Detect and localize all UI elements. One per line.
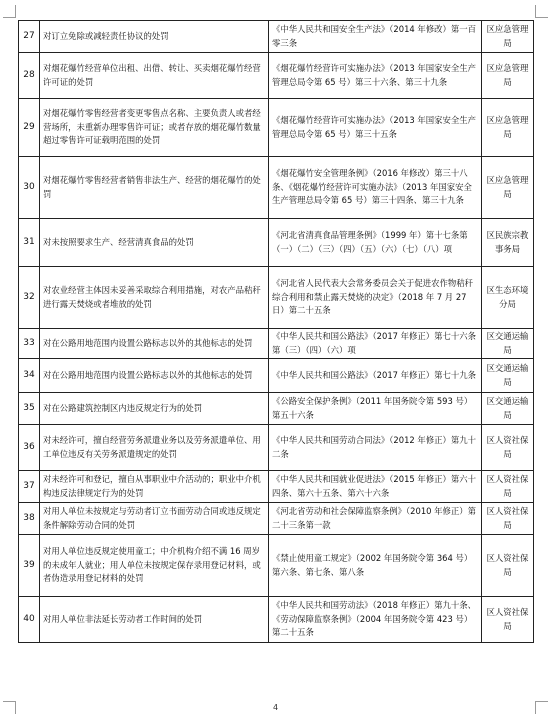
table-row	[19, 393, 534, 425]
row-number: 30	[19, 157, 40, 219]
row-number: 29	[19, 99, 40, 157]
page-number: 4	[272, 703, 279, 712]
table-row	[19, 535, 534, 597]
table-row	[19, 157, 534, 219]
penalty-item: 对用人单位非法延长劳动者工作时间的处罚	[40, 597, 269, 643]
legal-basis: 《中华人民共和国劳动合同法》（2012 年修正）第九十二条	[269, 425, 482, 471]
legal-basis: 《中华人民共和国就业促进法》（2015 年修正）第六十四条、第六十五条、第六十六条	[269, 471, 482, 503]
responsible-department: 区应急管理局	[482, 21, 534, 53]
legal-basis: 《烟花爆竹经营许可实施办法》（2013 年国家安全生产管理总局令第 65 号）第三十五条	[269, 99, 482, 157]
penalty-item: 对烟花爆竹零售经营者变更零售点名称、主要负责人或者经营场所，未重新办理零售许可证；或者存放的烟花爆竹数量超过零售许可证载明范围的处罚	[40, 99, 269, 157]
penalty-item: 对未按照要求生产、经营清真食品的处罚	[40, 219, 269, 267]
responsible-department: 区人资社保局	[482, 597, 534, 643]
responsible-department: 区交通运输局	[482, 359, 534, 393]
table-row	[19, 503, 534, 535]
legal-basis: 《河北省劳动和社会保障监察条例》（2010 年修正）第二十三条第一款	[269, 503, 482, 535]
legal-basis: 《公路安全保护条例》（2011 年国务院令第 593 号）第五十六条	[269, 393, 482, 425]
responsible-department: 区人资社保局	[482, 425, 534, 471]
penalty-item: 对未经许可和登记，擅自从事职业中介活动的；职业中介机构违反法律规定行为的处罚	[40, 471, 269, 503]
responsible-department: 区应急管理局	[482, 53, 534, 99]
responsible-department: 区人资社保局	[482, 471, 534, 503]
table-row	[19, 597, 534, 643]
legal-basis: 《中华人民共和国公路法》（2017 年修正）第七十九条	[269, 359, 482, 393]
crop-mark-top-right	[535, 5, 548, 18]
table-row	[19, 425, 534, 471]
table-row	[19, 99, 534, 157]
legal-basis: 《中华人民共和国安全生产法》（2014 年修改）第一百零三条	[269, 21, 482, 53]
responsible-department: 区应急管理局	[482, 157, 534, 219]
responsible-department: 区民族宗教事务局	[482, 219, 534, 267]
row-number: 34	[19, 359, 40, 393]
penalty-item: 对农业经营主体因未妥善采取综合利用措施，对农产品秸秆进行露天焚烧或者堆放的处罚	[40, 267, 269, 329]
row-number: 35	[19, 393, 40, 425]
row-number: 31	[19, 219, 40, 267]
legal-basis: 《禁止使用童工规定》（2002 年国务院令第 364 号）第六条、第七条、第八条	[269, 535, 482, 597]
penalty-item: 对在公路用地范围内设置公路标志以外的其他标志的处罚	[40, 329, 269, 359]
row-number: 37	[19, 471, 40, 503]
responsible-department: 区人资社保局	[482, 503, 534, 535]
row-number: 38	[19, 503, 40, 535]
row-number: 40	[19, 597, 40, 643]
row-number: 33	[19, 329, 40, 359]
legal-basis: 《中华人民共和国公路法》（2017 年修正）第七十六条第（三）（四）（六）项	[269, 329, 482, 359]
legal-basis: 《烟花爆竹经营许可实施办法》（2013 年国家安全生产管理总局令第 65 号）第三十六条、第三十九条	[269, 53, 482, 99]
penalty-item: 对烟花爆竹零售经营者销售非法生产、经营的烟花爆竹的处罚	[40, 157, 269, 219]
table-row	[19, 471, 534, 503]
responsible-department: 区交通运输局	[482, 393, 534, 425]
table-row	[19, 21, 534, 53]
penalty-table	[18, 20, 534, 643]
responsible-department: 区人资社保局	[482, 535, 534, 597]
table-row	[19, 329, 534, 359]
penalty-item: 对订立免除或减轻责任协议的处罚	[40, 21, 269, 53]
row-number: 32	[19, 267, 40, 329]
penalty-table-body	[19, 21, 534, 643]
legal-basis: 《烟花爆竹安全管理条例》（2016 年修改）第三十八条、《烟花爆竹经营许可实施办法》（2013 年国家安全生产管理总局令第 65 号）第三十四条、第三十九条	[269, 157, 482, 219]
table-row	[19, 267, 534, 329]
row-number: 36	[19, 425, 40, 471]
crop-mark-top-left	[3, 5, 16, 18]
penalty-item: 对用人单位违反规定使用童工；中介机构介绍不满 16 周岁的未成年人就业；用人单位未按规定保存录用登记材料，或者伪造录用登记材料的处罚	[40, 535, 269, 597]
penalty-item: 对烟花爆竹经营单位出租、出借、转让、买卖烟花爆竹经营许可证的处罚	[40, 53, 269, 99]
table-row	[19, 359, 534, 393]
legal-basis: 《中华人民共和国劳动法》（2018 年修正）第九十条、《劳动保障监察条例》（2004 年国务院令第 423 号）第二十五条	[269, 597, 482, 643]
responsible-department: 区应急管理局	[482, 99, 534, 157]
legal-basis: 《河北省人民代表大会常务委员会关于促进农作物秸秆综合利用和禁止露天焚烧的决定》（2018 年 7 月 27 日）第二十五条	[269, 267, 482, 329]
table-row	[19, 219, 534, 267]
responsible-department: 区生态环境分局	[482, 267, 534, 329]
penalty-item: 对未经许可，擅自经营劳务派遣业务以及劳务派遣单位、用工单位违反有关劳务派遣规定的处罚	[40, 425, 269, 471]
row-number: 27	[19, 21, 40, 53]
row-number: 39	[19, 535, 40, 597]
legal-basis: 《河北省清真食品管理条例》（1999 年）第十七条第（一）（二）（三）（四）（五）（六）（七）（八）项	[269, 219, 482, 267]
penalty-item: 对在公路建筑控制区内违反规定行为的处罚	[40, 393, 269, 425]
table-row	[19, 53, 534, 99]
penalty-item: 对用人单位未按规定与劳动者订立书面劳动合同或违反规定条件解除劳动合同的处罚	[40, 503, 269, 535]
penalty-item: 对在公路用地范围内设置公路标志以外的其他标志的处罚	[40, 359, 269, 393]
row-number: 28	[19, 53, 40, 99]
responsible-department: 区交通运输局	[482, 329, 534, 359]
